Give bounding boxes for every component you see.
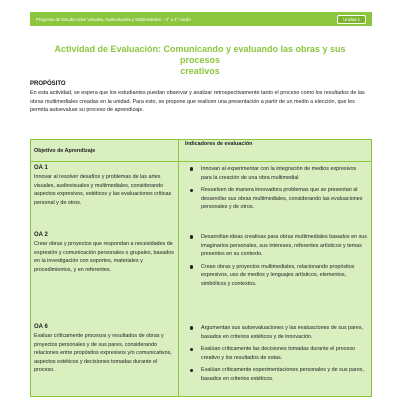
- objective-text: Crear obras y proyectos que respondan a necesidades de expresión y comunicación personales o grupales, basados en la investigación con soportes, materiales y procedimientos, y en referentes.: [34, 241, 174, 273]
- objective-code: OA 6: [34, 324, 48, 330]
- evaluation-table: [30, 139, 372, 397]
- objectives-column-header: Objetivo de Aprendizaje: [34, 148, 96, 154]
- list-item: [188, 345, 368, 362]
- indicator-text: Innovan al experimentar con la integración de medios expresivos para la creación de una obra multimedial: [201, 166, 357, 181]
- objective-code: OA 2: [34, 232, 48, 238]
- objective-text: Innovar al resolver desafíos y problemas de las artes visuales, audiovisuales y multimediales, considerando aspectos expresivos, estéticos y las evaluaciones críticas personal y de otros.: [34, 174, 172, 206]
- program-header-band: [30, 12, 372, 26]
- table-column-divider: [178, 140, 179, 396]
- list-item: [188, 263, 368, 289]
- purpose-text: En esta actividad, se espera que los estudiantes puedan observar y analizar retrospectivamente tanto el proceso como los resultados de las obras multimediales creadas en la unidad. Para esto, se propone que realicen una presentación a partir de un medio a elección, que les permita autoevaluar su proceso de aprendizaje.: [30, 90, 365, 114]
- bullet-icon: [190, 369, 193, 372]
- indicator-text: Evalúan críticamente las decisiones tomadas durante el proceso creativo y los resultados de estas.: [201, 346, 356, 361]
- objective-text: Evaluar críticamente procesos y resultados de obras y proyectos personales y de sus pares, considerando relaciones entre propósitos expresivos y/o comunicativos, aspectos estéticos y decisiones tomadas durante el proceso.: [34, 333, 172, 374]
- purpose-heading: PROPÓSITO: [30, 81, 66, 87]
- list-item: [188, 366, 368, 383]
- unit-badge: Unidad 1: [337, 15, 366, 24]
- indicators-column-header: Indicadores de evaluación: [185, 141, 253, 147]
- bullet-icon: [190, 326, 193, 329]
- page-title-line-2: creativos: [180, 66, 220, 76]
- bullet-icon: [190, 189, 193, 192]
- bullet-icon: [190, 235, 193, 238]
- indicator-text: Crean obras y proyectos multimediales, relacionando propósitos expresivos, uso de medios y lenguajes artísticos, elementos, simbólicos y contextos.: [201, 263, 355, 287]
- indicator-text: Desarrollan ideas creativas para obras multimediales basados en sus imaginarios personales, sus intereses, referentes artísticos y temas presentes en su contexto.: [201, 234, 367, 258]
- program-name: Programa de Estudio Artes Visuales, Audiovisuales y Multimediales – 3° o 4° medio: [36, 16, 191, 22]
- indicator-text: Resuelven de manera innovadora problemas que se presentan al desarrollar sus obras multimediales, considerando las evaluaciones personales y de otros.: [201, 187, 363, 211]
- indicator-text: Argumentan sus autoevaluaciones y las evaluaciones de sus pares, basados en criterios estéticos y de innovación.: [201, 325, 364, 340]
- list-item: [188, 233, 368, 259]
- bullet-icon: [190, 265, 193, 268]
- indicator-text: Evalúan críticamente experimentaciones personales y de sus pares, basados en criterios estéticos.: [201, 367, 365, 382]
- table-header-row: [31, 140, 371, 162]
- indicator-list: [188, 233, 368, 293]
- indicator-list: [188, 324, 368, 388]
- page-title: [40, 44, 360, 77]
- list-item: [188, 186, 368, 212]
- objective-code: OA 1: [34, 165, 48, 171]
- list-item: [188, 165, 368, 182]
- bullet-icon: [190, 348, 193, 351]
- page-title-line-1: Actividad de Evaluación: Comunicando y evaluando las obras y sus procesos: [54, 44, 346, 65]
- indicator-list: [188, 165, 368, 216]
- bullet-icon: [190, 167, 193, 170]
- list-item: [188, 324, 368, 341]
